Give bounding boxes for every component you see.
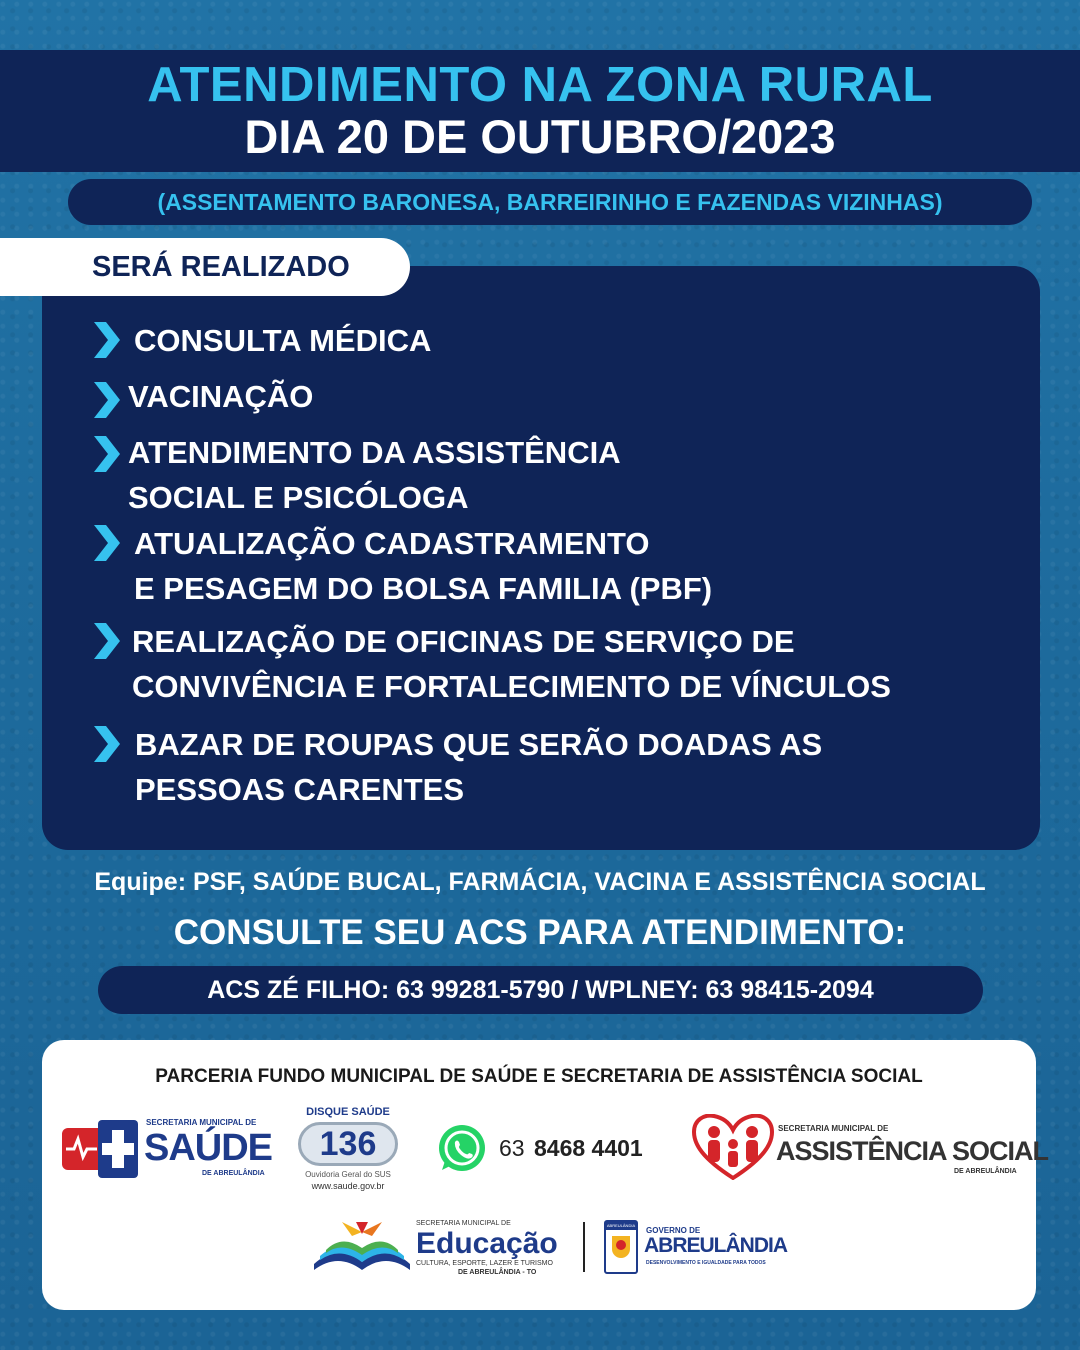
- assistencia-social-logo: [692, 1114, 1049, 1184]
- consult-heading: CONSULTE SEU ACS PARA ATENDIMENTO:: [173, 913, 907, 952]
- disque-number: 136: [298, 1122, 398, 1166]
- assistencia-sub: DE ABREULÂNDIA: [954, 1168, 1017, 1175]
- chevron-right-icon: [92, 726, 122, 762]
- saude-logo: [60, 1114, 273, 1184]
- educacao-name: Educação: [416, 1227, 558, 1260]
- governo-logo: [604, 1220, 787, 1276]
- assistencia-top: SECRETARIA MUNICIPAL DE: [778, 1124, 889, 1133]
- governo-name: ABREULÂNDIA: [644, 1234, 787, 1257]
- disque-line2: www.saude.gov.br: [311, 1181, 385, 1191]
- family-heart-icon: [692, 1114, 774, 1180]
- disque-saude-logo: [292, 1106, 404, 1192]
- saude-name: SAÚDE: [144, 1127, 273, 1169]
- headline: ATENDIMENTO NA ZONA RURAL: [147, 58, 933, 112]
- chevron-right-icon: [92, 322, 122, 358]
- governo-motto: DESENVOLVIMENTO E IGUALDADE PARA TODOS: [646, 1260, 766, 1266]
- whatsapp-icon: [436, 1122, 488, 1174]
- whatsapp-contact: [436, 1122, 676, 1178]
- service-line: PESSOAS CARENTES: [135, 772, 465, 807]
- title-band: [0, 50, 1080, 172]
- service-line: VACINAÇÃO: [128, 379, 314, 414]
- educacao-top: SECRETARIA MUNICIPAL DE: [416, 1220, 511, 1227]
- saude-sub: DE ABREULÂNDIA: [202, 1170, 265, 1177]
- educacao-line2: DE ABREULÂNDIA - TO: [458, 1269, 537, 1276]
- educacao-logo: [312, 1218, 562, 1278]
- service-line: ATENDIMENTO DA ASSISTÊNCIA: [128, 435, 621, 470]
- partners-box: [42, 1040, 1049, 1310]
- service-line: BAZAR DE ROUPAS QUE SERÃO DOADAS AS: [135, 727, 823, 762]
- chevron-right-icon: [92, 436, 122, 472]
- service-line: CONVIVÊNCIA E FORTALECIMENTO DE VÍNCULOS: [132, 669, 891, 704]
- governo-badge: ABREULÂNDIA: [606, 1223, 636, 1228]
- partners-title: PARCERIA FUNDO MUNICIPAL DE SAÚDE E SECRETARIA DE ASSISTÊNCIA SOCIAL: [155, 1066, 923, 1087]
- disque-line1: Ouvidoria Geral do SUS: [305, 1170, 391, 1179]
- service-line: E PESAGEM DO BOLSA FAMILIA (PBF): [134, 571, 713, 606]
- educacao-line1: CULTURA, ESPORTE, LAZER E TURISMO: [416, 1260, 553, 1267]
- book-icon: [312, 1222, 412, 1272]
- service-line: ATUALIZAÇÃO CADASTRAMENTO: [134, 526, 650, 561]
- section-tag: SERÁ REALIZADO: [0, 238, 410, 296]
- saude-top: SECRETARIA MUNICIPAL DE: [146, 1118, 257, 1127]
- location-subtitle: (ASSENTAMENTO BARONESA, BARREIRINHO E FAZENDAS VIZINHAS): [68, 179, 1032, 225]
- coat-of-arms-icon: [604, 1220, 638, 1274]
- acs-contacts: ACS ZÉ FILHO: 63 99281-5790 / WPLNEY: 63 98415-2094: [98, 966, 983, 1014]
- whatsapp-number: 8468 4401: [534, 1135, 643, 1161]
- service-line: REALIZAÇÃO DE OFICINAS DE SERVIÇO DE: [132, 624, 795, 659]
- service-line: CONSULTA MÉDICA: [134, 323, 432, 358]
- event-date: DIA 20 DE OUTUBRO/2023: [244, 110, 836, 163]
- chevron-right-icon: [92, 525, 122, 561]
- chevron-right-icon: [92, 623, 122, 659]
- logo-divider: [583, 1222, 585, 1272]
- assistencia-name: ASSISTÊNCIA SOCIAL: [776, 1136, 1049, 1166]
- health-cross-icon: [60, 1118, 140, 1180]
- team-line: Equipe: PSF, SAÚDE BUCAL, FARMÁCIA, VACINA E ASSISTÊNCIA SOCIAL: [94, 868, 986, 896]
- service-line: SOCIAL E PSICÓLOGA: [128, 480, 469, 515]
- chevron-right-icon: [92, 382, 122, 418]
- governo-top: GOVERNO DE: [646, 1226, 701, 1235]
- whatsapp-prefix: 63: [499, 1135, 525, 1161]
- disque-top: DISQUE SAÚDE: [306, 1106, 390, 1118]
